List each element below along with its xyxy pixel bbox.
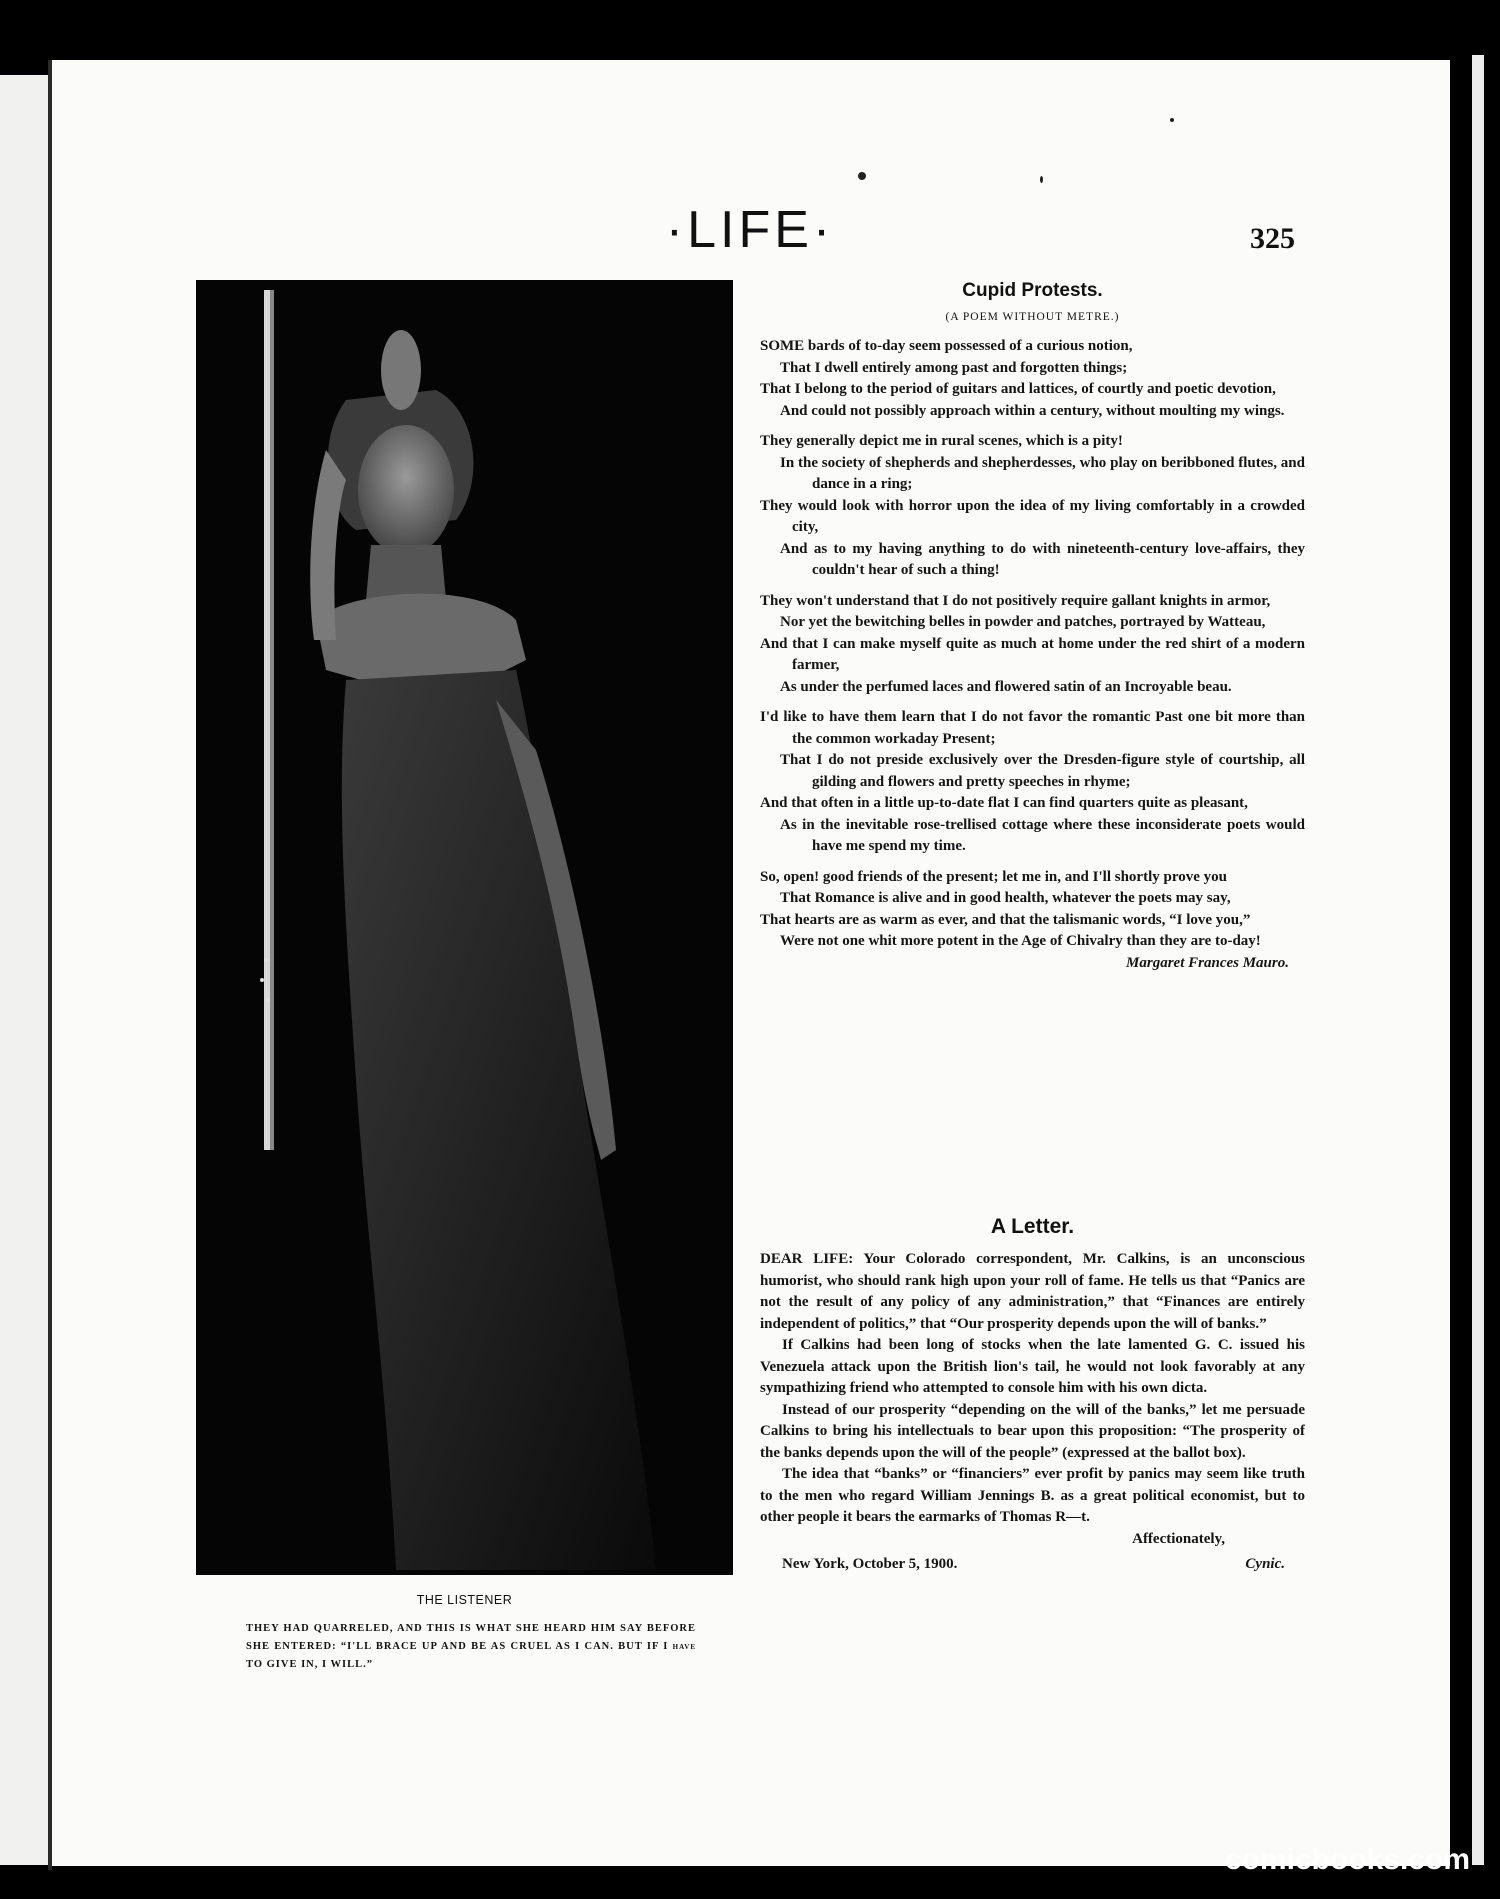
print-speck <box>1040 176 1043 183</box>
poem-stanza <box>760 591 1305 699</box>
poem-line: Nor yet the bewitching belles in powder and patches, portrayed by Watteau, <box>780 614 1266 630</box>
poem-line: They generally depict me in rural scenes, which is a pity! <box>760 433 1123 449</box>
poem-line: As under the perfumed laces and flowered satin of an Incroyable beau. <box>780 678 1232 695</box>
poem-stanza <box>760 336 1305 422</box>
poem-line: In the society of shepherds and shepherdesses, who play on beribboned flutes, and dance in a ring; <box>780 454 1305 492</box>
poem-line: And could not possibly approach within a century, without moulting my wings. <box>780 402 1285 419</box>
page-number: 325 <box>1250 222 1295 255</box>
print-speck <box>1170 118 1174 122</box>
poem-title: Cupid Protests. <box>962 280 1103 301</box>
letter-closing: Affectionately, <box>1132 1530 1225 1547</box>
illustration-caption-text: THEY HAD QUARRELED, AND THIS IS WHAT SHE HEARD HIM SAY BEFORE SHE ENTERED: “I'LL BRACE UP AND BE AS CRUEL AS I CAN. BUT IF I have TO GIVE IN, I WILL.” <box>246 1623 696 1670</box>
poem-line: That Romance is alive and in good health, whatever the poets may say, <box>780 890 1231 906</box>
poem-stanza <box>760 431 1305 582</box>
poem-line: That I do not preside exclusively over the Dresden-figure style of courtship, all gilding and flowers and pretty speeches in rhyme; <box>780 752 1305 790</box>
poem-line: That I dwell entirely among past and forgotten things; <box>780 359 1128 376</box>
poem-line <box>760 931 1305 971</box>
poem-line: As in the inevitable rose-trellised cottage where these inconsiderate poets would have me spend my time. <box>780 816 1305 854</box>
magazine-title: ·LIFE· <box>665 201 835 259</box>
site-watermark: comicbooks.com <box>1224 1843 1470 1876</box>
poem-line: That hearts are as warm as ever, and that the talismanic words, “I love you,” <box>760 911 1251 928</box>
poem-author: Margaret Frances Mauro. <box>1126 954 1289 971</box>
poem-line: They won't understand that I do not positively require gallant knights in armor, <box>760 592 1271 609</box>
letter-title: A Letter. <box>990 1215 1075 1238</box>
poem-line: And that often in a little up-to-date flat I can find quarters quite as pleasant, <box>760 795 1248 811</box>
letter-paragraph: If Calkins had been long of stocks when the late lamented G. C. issued his Venezuela attack upon the British lion's tail, he would not look favorably at any sympathizing friend who attempted to console him with his own dicta. <box>760 1337 1305 1396</box>
letter-paragraph: Instead of our prosperity “depending on the will of the banks,” let me persuade Calkins to bring his intellectuals to bear upon this proposition: “The prosperity of the banks depends upon the will of the people” (expressed at the ballot box). <box>760 1401 1305 1461</box>
poem-line: That I belong to the period of guitars and lattices, of courtly and poetic devotion, <box>760 381 1276 397</box>
poem-stanza <box>760 707 1305 858</box>
poem-last-line-text: Were not one whit more potent in the Age of Chivalry than they are to-day! <box>780 933 1261 949</box>
letter-body <box>760 1249 1305 1576</box>
woman-figure-drawing <box>196 280 733 1575</box>
letter-dateline: New York, October 5, 1900. <box>782 1556 958 1572</box>
letter-paragraph: The idea that “banks” or “financiers” ever profit by panics may seem like truth to the men who regard William Jennings B. as a great political economist, but to other people it bears the earmarks of Thomas R—t. <box>760 1466 1305 1525</box>
poem-body <box>760 336 1305 974</box>
poem-stanza <box>760 867 1305 971</box>
letter-dateline-row <box>760 1554 1305 1576</box>
illustration-caption-title: THE LISTENER <box>416 1593 513 1607</box>
poem-line: So, open! good friends of the present; let me in, and I'll shortly prove you <box>760 868 1227 885</box>
letter-paragraph: DEAR LIFE: Your Colorado correspondent, Mr. Calkins, is an unconscious humorist, who should rank high upon your roll of fame. He tells us that “Panics are not the result of any policy of any administration,” that “Finances are entirely independent of politics,” that “Our prosperity depends upon the will of banks.” <box>760 1251 1305 1332</box>
facing-page-edge <box>0 75 48 1865</box>
print-speck <box>858 172 866 180</box>
illustration-the-listener <box>196 280 733 1575</box>
letter-closing-line <box>760 1529 1305 1551</box>
poem-line: I'd like to have them learn that I do not favor the romantic Past one bit more than the common workaday Present; <box>760 709 1305 747</box>
poem-line: And that I can make myself quite as much at home under the red shirt of a modern farmer, <box>760 635 1305 673</box>
poem-subtitle: (A POEM WITHOUT METRE.) <box>945 311 1120 323</box>
poem-line: They would look with horror upon the idea of my living comfortably in a crowded city, <box>760 497 1305 535</box>
poem-line: And as to my having anything to do with nineteenth-century love-affairs, they couldn't hear of such a thing! <box>780 540 1305 578</box>
poem-line: SOME bards of to-day seem possessed of a curious notion, <box>760 338 1133 354</box>
letter-signature: Cynic. <box>1245 1556 1285 1572</box>
page-edge-strip <box>1472 55 1484 1865</box>
